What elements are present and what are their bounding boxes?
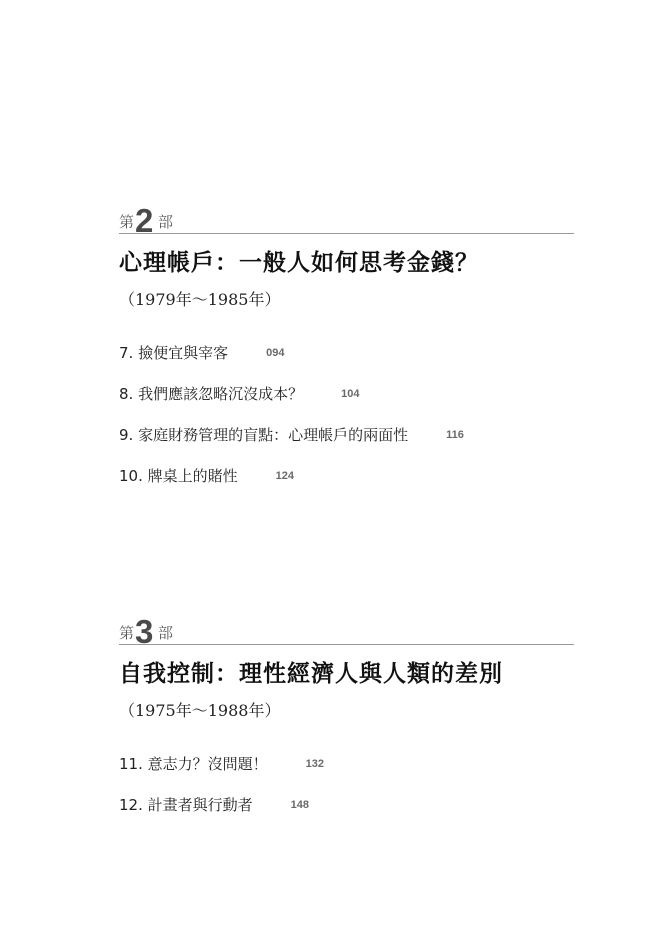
chapter-entry[interactable] <box>119 455 574 496</box>
part-number: 3 <box>135 613 154 650</box>
chapter-title: 10. 牌桌上的賭性 <box>119 467 238 485</box>
part-divider <box>119 233 574 234</box>
chapter-title: 11. 意志力？沒問題！ <box>119 755 268 773</box>
part-prefix: 第 <box>119 213 135 231</box>
part-years: （1979年～1985年） <box>119 290 281 309</box>
chapter-list <box>119 332 574 496</box>
chapter-entry[interactable] <box>119 373 574 414</box>
chapter-page-number: 094 <box>266 346 285 359</box>
chapter-page-number: 116 <box>446 428 464 441</box>
chapter-title: 7. 撿便宜與宰客 <box>119 344 229 362</box>
chapter-page-number: 124 <box>275 469 294 482</box>
part-title: 自我控制：理性經濟人與人類的差別 <box>119 660 503 687</box>
chapter-page-number: 104 <box>341 387 360 400</box>
part-heading <box>119 609 574 650</box>
part-suffix: 部 <box>158 213 174 231</box>
chapter-entry[interactable] <box>119 332 574 373</box>
chapter-page-number: 148 <box>290 798 309 811</box>
chapter-title: 12. 計畫者與行動者 <box>119 796 253 814</box>
chapter-page-number: 132 <box>305 757 324 770</box>
chapter-entry[interactable] <box>119 784 574 825</box>
chapter-list <box>119 743 574 825</box>
part-3-section <box>119 609 574 825</box>
chapter-title: 8. 我們應該忽略沉沒成本？ <box>119 385 304 403</box>
part-years: （1975年～1988年） <box>119 701 281 720</box>
part-prefix: 第 <box>119 624 135 642</box>
chapter-title: 9. 家庭財務管理的盲點：心理帳戶的兩面性 <box>119 426 409 444</box>
part-divider <box>119 644 574 645</box>
part-heading <box>119 198 574 239</box>
part-suffix: 部 <box>158 624 174 642</box>
chapter-entry[interactable] <box>119 414 574 455</box>
part-title: 心理帳戶：一般人如何思考金錢？ <box>119 249 479 276</box>
chapter-entry[interactable] <box>119 743 574 784</box>
part-number: 2 <box>135 202 154 239</box>
part-2-section <box>119 198 574 496</box>
